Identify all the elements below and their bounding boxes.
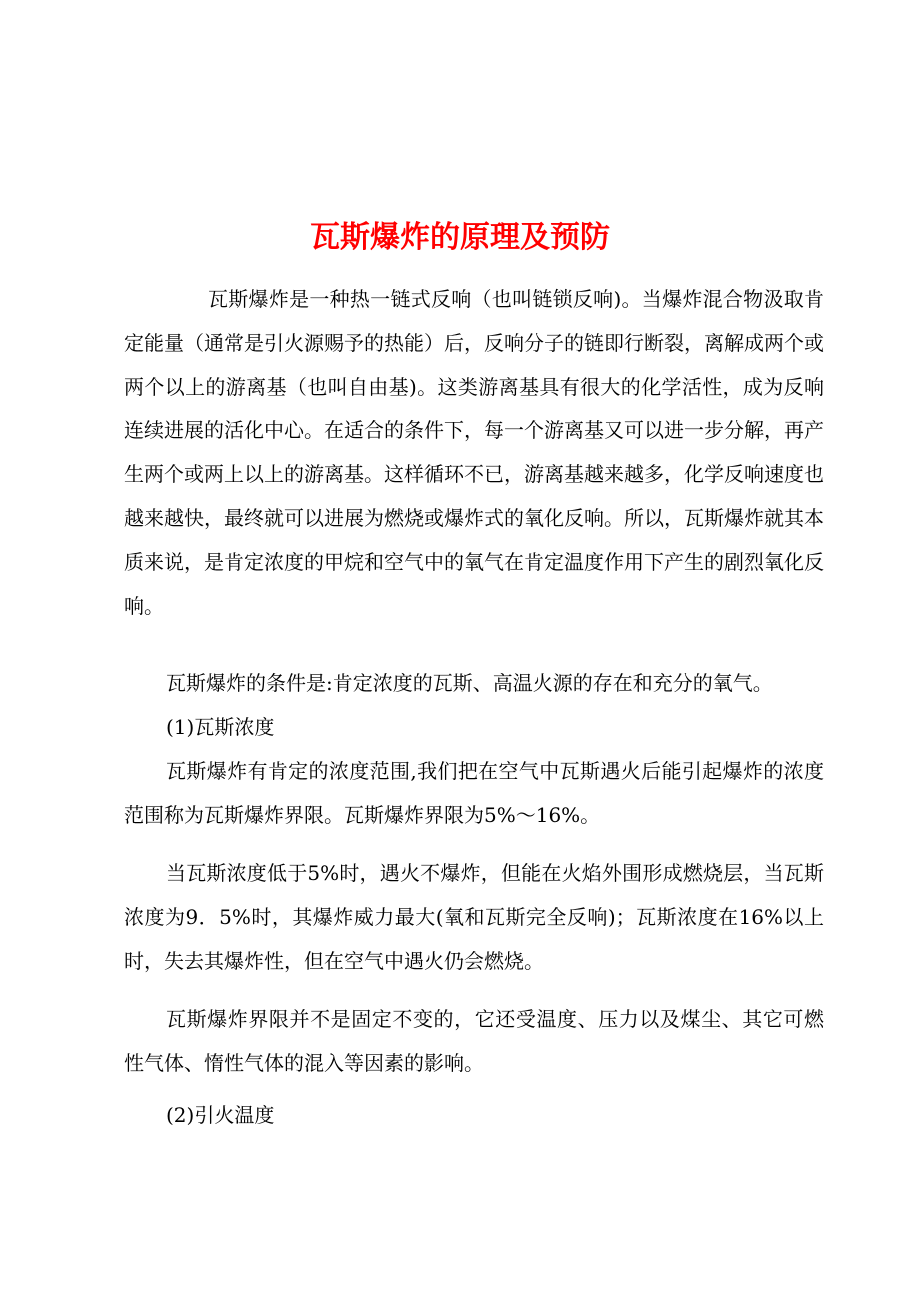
paragraph-explosion-conditions: 瓦斯爆炸的条件是:肯定浓度的瓦斯、高温火源的存在和充分的氧气。 [166,671,773,695]
paragraph-limit-factors: 瓦斯爆炸界限并不是固定不变的，它还受温度、压力以及煤尘、其它可燃性气体、惰性气体的混入等因素的影响。 [124,1007,824,1075]
paragraph-concentration-effects: 当瓦斯浓度低于5%时，遇火不爆炸，但能在火焰外围形成燃烧层，当瓦斯浓度为9．5%时，其爆炸威力最大(氧和瓦斯完全反响)；瓦斯浓度在16%以上时，失去其爆炸性，但在空气中遇火仍会燃烧。 [124,861,824,973]
paragraph-explosion-principle: 瓦斯爆炸是一种热一链式反响（也叫链锁反响)。当爆炸混合物汲取肯定能量（通常是引火源赐予的热能）后，反响分子的链即行断裂，离解成两个或两个以上的游离基（也叫自由基)。这类游离基具有很大的化学活性，成为反响连续进展的活化中心。在适合的条件下，每一个游离基又可以进一步分解，再产生两个或两上以上的游离基。这样循环不已，游离基越来越多，化学反响速度也越来越快，最终就可以进展为燃烧或爆炸式的氧化反响。所以，瓦斯爆炸就其本质来说，是肯定浓度的甲烷和空气中的氧气在肯定温度作用下产生的剧烈氧化反响。 [124,287,824,618]
section-heading-gas-concentration: (1)瓦斯浓度 [166,715,275,739]
paragraph-explosion-limits: 瓦斯爆炸有肯定的浓度范围,我们把在空气中瓦斯遇火后能引起爆炸的浓度范围称为瓦斯爆炸界限。瓦斯爆炸界限为5%～16%。 [124,759,824,827]
document-title: 瓦斯爆炸的原理及预防 [310,220,610,256]
section-heading-ignition-temperature: (2)引火温度 [166,1103,275,1127]
